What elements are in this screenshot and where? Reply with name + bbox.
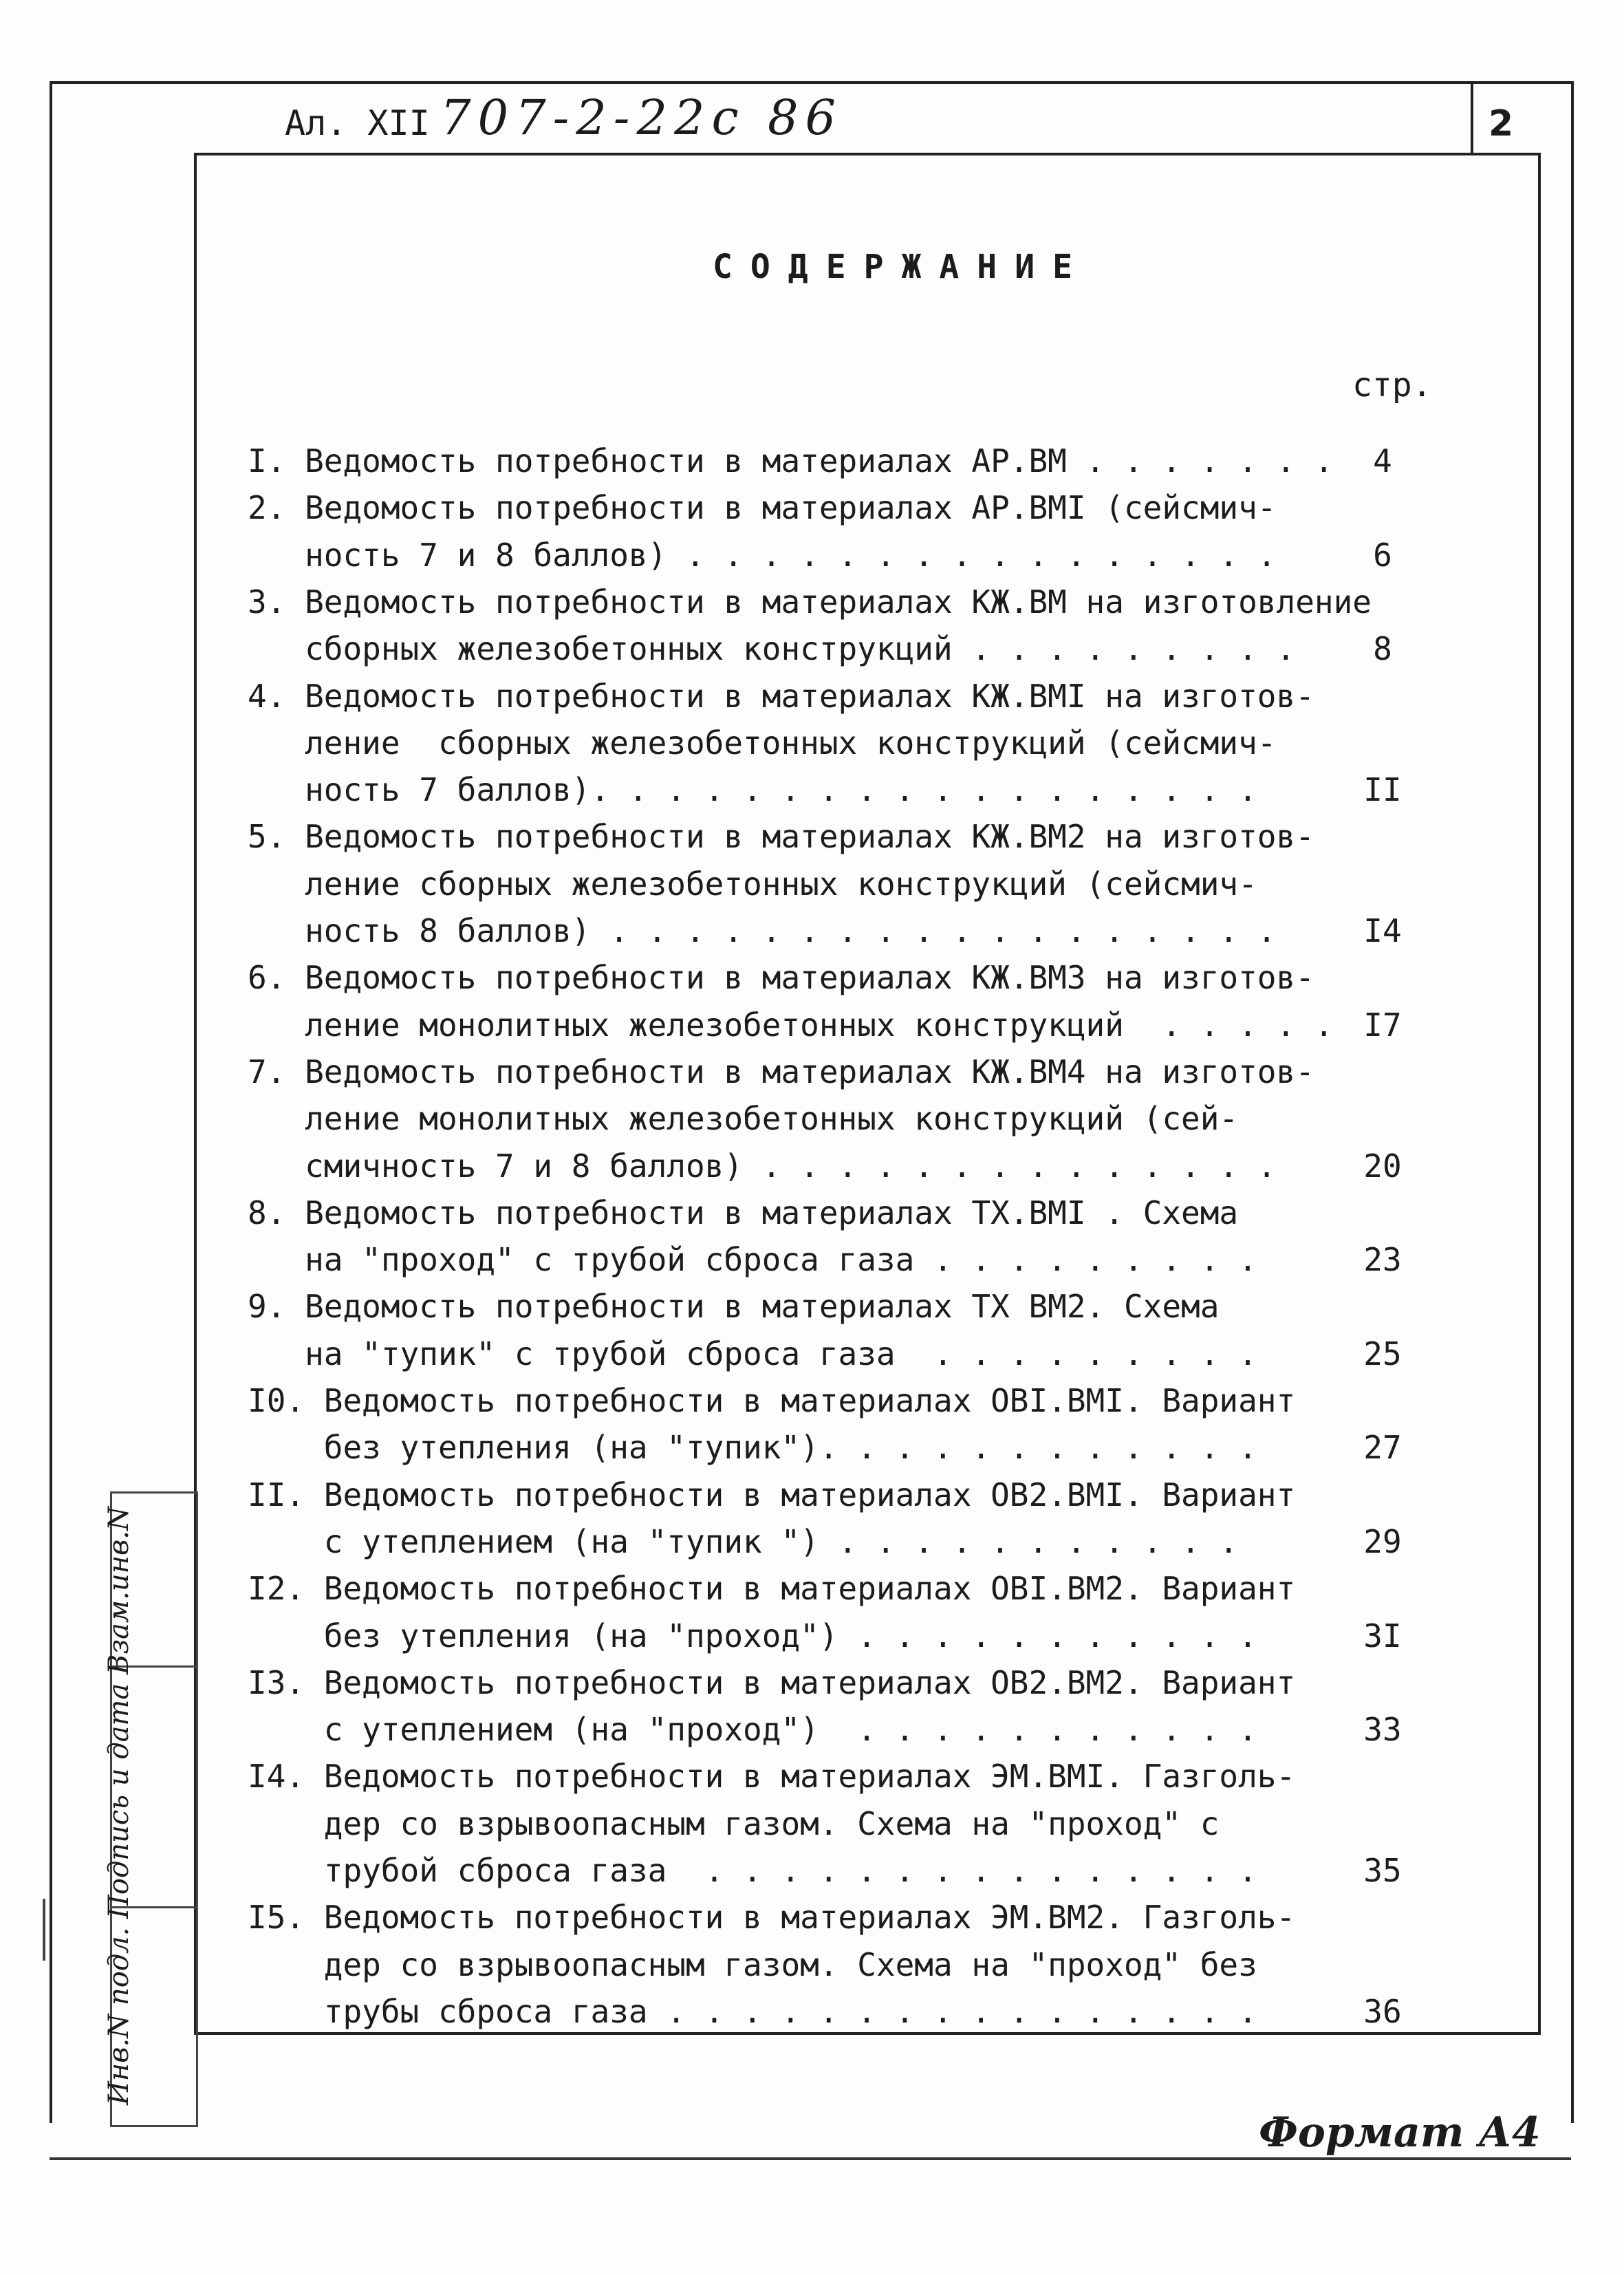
toc-entry-continuation: без утепления (на "проход") . . . . . . . . . . . (248, 1617, 1257, 1654)
toc-entry-continuation: ность 7 и 8 баллов) . . . . . . . . . . . . . . . . (248, 536, 1277, 574)
stamp-label: Инв.N подл. Подпись и дата Взам.инв.N (103, 1507, 135, 2105)
toc-entry-page: 20 (1363, 1147, 1402, 1185)
toc-entry-continuation: ление монолитных железобетонных конструкций (сей- (248, 1100, 1239, 1138)
toc-entry-continuation: трубой сброса газа . . . . . . . . . . . . . . . (248, 1852, 1257, 1889)
toc-entry-continuation: дер со взрывоопасным газом. Схема на "проход" без (248, 1945, 1257, 1983)
toc-entry-page: 29 (1363, 1522, 1402, 1560)
toc-entry-page: 23 (1363, 1241, 1402, 1279)
toc-entry-continuation: с утеплением (на "тупик ") . . . . . . . . . . . (248, 1522, 1239, 1560)
toc-entry-page: 36 (1363, 1992, 1402, 2030)
project-number: 707-2-22с 86 (440, 89, 843, 146)
toc-entry-continuation: ность 8 баллов) . . . . . . . . . . . . . . . . . . (248, 912, 1277, 949)
toc-entry-continuation: ность 7 баллов). . . . . . . . . . . . . . . . . . (248, 771, 1257, 809)
toc-entry-continuation: без утепления (на "тупик"). . . . . . . . . . . . (248, 1429, 1257, 1467)
toc-entry-title: 5. Ведомость потребности в материалах КЖ.ВМ2 на изготов- (248, 818, 1314, 856)
toc-entry-page: 6 (1373, 536, 1392, 574)
toc-entry-title: 8. Ведомость потребности в материалах ТХ.ВМI . Схема (248, 1194, 1239, 1231)
toc-entry-title: 2. Ведомость потребности в материалах АР.ВМI (сейсмич- (248, 489, 1277, 527)
toc-entry-title: 3. Ведомость потребности в материалах КЖ.ВМ на изготовление (248, 583, 1372, 621)
inner-frame (194, 153, 1541, 2035)
toc-entry-continuation: с утеплением (на "проход") . . . . . . . . . . . (248, 1711, 1257, 1749)
page-column-label: стр. (1352, 366, 1432, 405)
toc-entry-title: 9. Ведомость потребности в материалах ТХ ВМ2. Схема (248, 1288, 1220, 1326)
album-code: Ал. XII (285, 103, 430, 143)
toc-entry-title: II. Ведомость потребности в материалах ОВ2.ВМI. Вариант (248, 1476, 1296, 1513)
toc-entry-page: 4 (1373, 442, 1392, 479)
toc-entry-continuation: ление сборных железобетонных конструкций (сейсмич- (248, 865, 1257, 903)
toc-entry-page: 3I (1363, 1617, 1402, 1654)
toc-entry-page: 33 (1363, 1711, 1402, 1749)
toc-entry-page: 25 (1363, 1335, 1402, 1372)
toc-entry-continuation: ление сборных железобетонных конструкций (сейсмич- (248, 724, 1277, 762)
toc-entry-continuation: смичность 7 и 8 баллов) . . . . . . . . . . . . . . (248, 1147, 1277, 1185)
format-label: Формат А4 (1259, 2109, 1541, 2157)
toc-entry-continuation: на "тупик" с трубой сброса газа . . . . . . . . . (248, 1335, 1257, 1372)
toc-entry-page: 8 (1373, 630, 1392, 668)
edge-mark (43, 1899, 45, 1961)
toc-entry-continuation: на "проход" с трубой сброса газа . . . . . . . . . (248, 1241, 1257, 1279)
toc-entry-page: 35 (1363, 1852, 1402, 1889)
toc-entry-title: 6. Ведомость потребности в материалах КЖ.ВМ3 на изготов- (248, 959, 1314, 997)
toc-entry-continuation: дер со взрывоопасным газом. Схема на "проход" с (248, 1804, 1220, 1842)
page-number: 2 (1488, 103, 1514, 144)
toc-entry-title: 7. Ведомость потребности в материалах КЖ.ВМ4 на изготов- (248, 1053, 1314, 1090)
toc-entry-title: 4. Ведомость потребности в материалах КЖ.ВМI на изготов- (248, 677, 1314, 715)
page-title: СОДЕРЖАНИЕ (713, 248, 1090, 286)
toc-entry-page: 27 (1363, 1429, 1402, 1467)
toc-entry-page: I7 (1363, 1006, 1402, 1044)
toc-entry-continuation: ление монолитных железобетонных конструкций . . . . . (248, 1006, 1334, 1044)
toc-entry-title: I3. Ведомость потребности в материалах ОВ2.ВМ2. Вариант (248, 1663, 1296, 1701)
toc-entry-title: I5. Ведомость потребности в материалах ЭМ.ВМ2. Газголь- (248, 1899, 1296, 1937)
toc-entry-title: I4. Ведомость потребности в материалах ЭМ.ВМI. Газголь- (248, 1758, 1296, 1796)
toc-entry-continuation: сборных железобетонных конструкций . . . . . . . . . (248, 630, 1296, 668)
toc-entry-title: I. Ведомость потребности в материалах АР.ВМ . . . . . . . (248, 442, 1334, 479)
toc-entry-title: I2. Ведомость потребности в материалах ОВI.ВМ2. Вариант (248, 1570, 1296, 1608)
toc-entry-continuation: трубы сброса газа . . . . . . . . . . . . . . . . (248, 1992, 1257, 2030)
page-number-box (1471, 81, 1568, 153)
toc-entry-page: II (1363, 771, 1402, 809)
toc-entry-page: I4 (1363, 912, 1402, 949)
toc-entry-title: I0. Ведомость потребности в материалах ОВI.ВМI. Вариант (248, 1382, 1296, 1419)
bottom-rule (50, 2157, 1571, 2160)
